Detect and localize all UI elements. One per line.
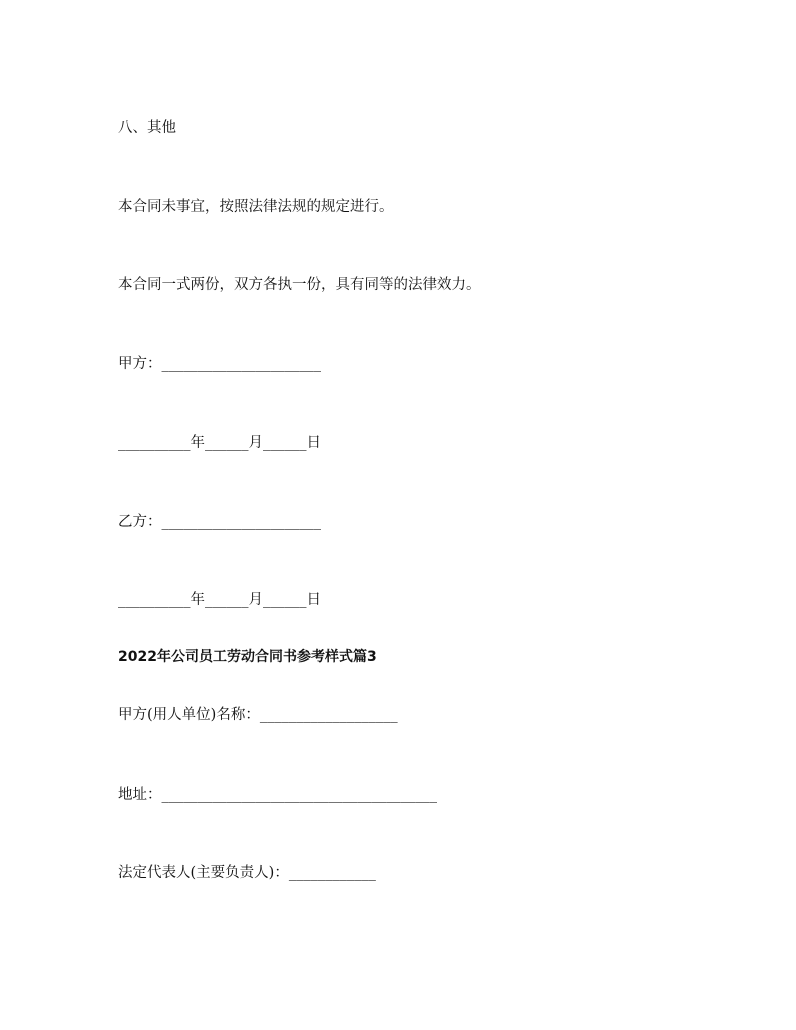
date-line-party-a: __________年______月______日 [118, 435, 321, 451]
party-b-signature-line: 乙方：______________________ [118, 514, 321, 530]
employer-name-field: 甲方(用人单位)名称：___________________ [118, 707, 398, 723]
party-a-signature-line: 甲方：______________________ [118, 356, 321, 372]
legal-representative-field: 法定代表人(主要负责人)：____________ [118, 865, 376, 881]
paragraph-supplementary-matters: 本合同未事宜，按照法律法规的规定进行。 [118, 199, 394, 215]
section-heading: 八、其他 [118, 120, 176, 136]
address-field: 地址：______________________________________ [118, 787, 437, 803]
contract-title: 2022年公司员工劳动合同书参考样式篇3 [118, 649, 377, 665]
date-line-party-b: __________年______月______日 [118, 592, 321, 608]
paragraph-copies: 本合同一式两份，双方各执一份，具有同等的法律效力。 [118, 277, 481, 293]
